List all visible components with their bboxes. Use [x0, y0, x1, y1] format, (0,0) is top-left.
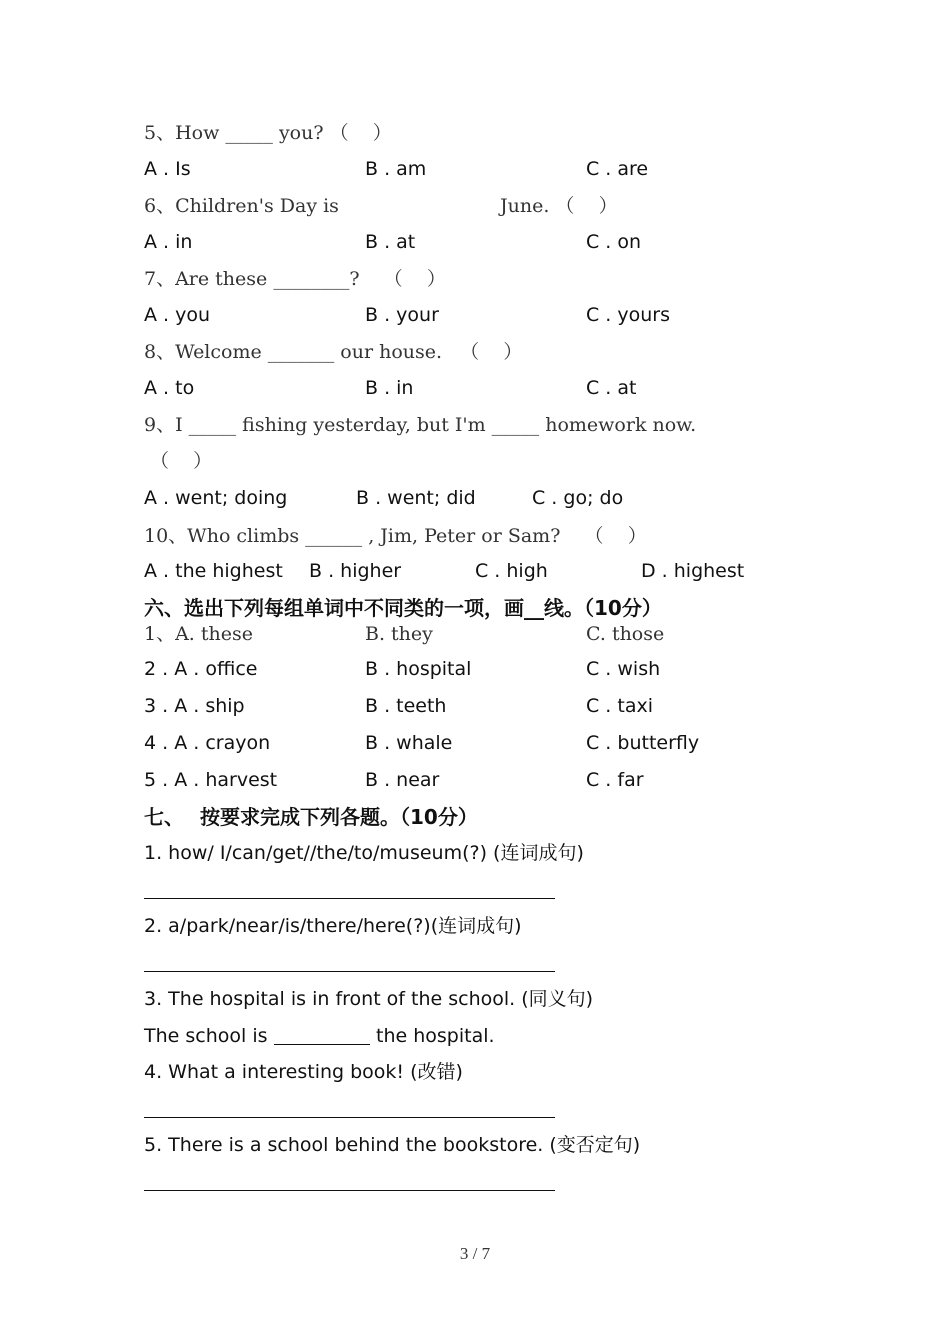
section-7-question-2: 2. a/park/near/is/there/here(?)(连词成句): [144, 915, 522, 937]
section-6-row-2-b: B . hospital: [365, 658, 472, 680]
section-6-row-1-a: 1、A. these: [144, 623, 253, 645]
question-5-option-b: B . am: [365, 158, 427, 180]
section-6-row-3-a: 3 . A . ship: [144, 695, 245, 717]
section-6-row-3-c: C . taxi: [586, 695, 654, 717]
question-10-option-c: C . high: [475, 560, 548, 582]
answer-line-1[interactable]: [144, 898, 555, 899]
section-6-row-4-b: B . whale: [365, 732, 453, 754]
section-6-row-5-a: 5 . A . harvest: [144, 769, 278, 791]
section-7-question-5: 5. There is a school behind the bookstore. (变否定句): [144, 1134, 641, 1156]
question-10-option-b: B . higher: [309, 560, 402, 582]
question-6-option-a: A . in: [144, 231, 193, 253]
question-6-option-c: C . on: [586, 231, 642, 253]
section-6-row-3-b: B . teeth: [365, 695, 447, 717]
answer-line-4[interactable]: [144, 1117, 555, 1118]
question-8-option-c: C . at: [586, 377, 637, 399]
question-8-option-a: A . to: [144, 377, 195, 399]
question-10-option-a: A . the highest: [144, 560, 283, 582]
section-7-question-4: 4. What a interesting book! (改错): [144, 1061, 463, 1083]
section-6-row-2-a: 2 . A . office: [144, 658, 258, 680]
section-7-question-1: 1. how/ I/can/get//the/to/museum(?) (连词成句): [144, 842, 584, 864]
question-6-stem-end: June. （ ）: [500, 195, 618, 217]
section-6-row-2-c: C . wish: [586, 658, 661, 680]
section-7-question-3-answer-end: the hospital.: [376, 1025, 495, 1047]
section-6-row-5-b: B . near: [365, 769, 440, 791]
section-7-question-3-answer-start: The school is: [144, 1025, 268, 1047]
question-9-answer-paren: （ ）: [150, 450, 213, 472]
question-5-option-a: A . Is: [144, 158, 191, 180]
question-5-option-c: C . are: [586, 158, 649, 180]
section-6-row-5-c: C . far: [586, 769, 644, 791]
question-8-option-b: B . in: [365, 377, 414, 399]
question-6-stem: 6、Children's Day is: [144, 195, 339, 217]
section-6-title: 六、选出下列每组单词中不同类的一项，画__线。（10分）: [144, 596, 662, 620]
question-7-option-c: C . yours: [586, 304, 671, 326]
question-10-stem: 10、Who climbs ______ , Jim, Peter or Sam? （ ）: [144, 525, 647, 547]
section-6-row-1-c: C. those: [586, 623, 665, 645]
page-number: 3 / 7: [459, 1244, 491, 1263]
answer-blank-3[interactable]: [274, 1044, 370, 1045]
question-9-option-c: C . go; do: [532, 487, 624, 509]
question-8-stem: 8、Welcome _______ our house. （ ）: [144, 341, 523, 363]
question-5-stem: 5、How _____ you? （ ）: [144, 122, 392, 144]
question-7-option-b: B . your: [365, 304, 439, 326]
section-6-row-4-c: C . butterfly: [586, 732, 700, 754]
section-7-title: 按要求完成下列各题。（10分）: [200, 805, 478, 829]
question-7-option-a: A . you: [144, 304, 211, 326]
question-9-stem: 9、I _____ fishing yesterday, but I'm _____ homework now.: [144, 414, 697, 436]
section-7-number: 七、: [144, 805, 184, 829]
section-7-question-3: 3. The hospital is in front of the school. (同义句): [144, 988, 594, 1010]
question-10-option-d: D . highest: [641, 560, 745, 582]
question-9-option-b: B . went; did: [356, 487, 476, 509]
answer-line-2[interactable]: [144, 971, 555, 972]
question-9-option-a: A . went; doing: [144, 487, 288, 509]
answer-line-5[interactable]: [144, 1190, 555, 1191]
section-6-row-1-b: B. they: [365, 623, 433, 645]
question-6-option-b: B . at: [365, 231, 416, 253]
section-6-row-4-a: 4 . A . crayon: [144, 732, 271, 754]
question-7-stem: 7、Are these ________? （ ）: [144, 268, 446, 290]
